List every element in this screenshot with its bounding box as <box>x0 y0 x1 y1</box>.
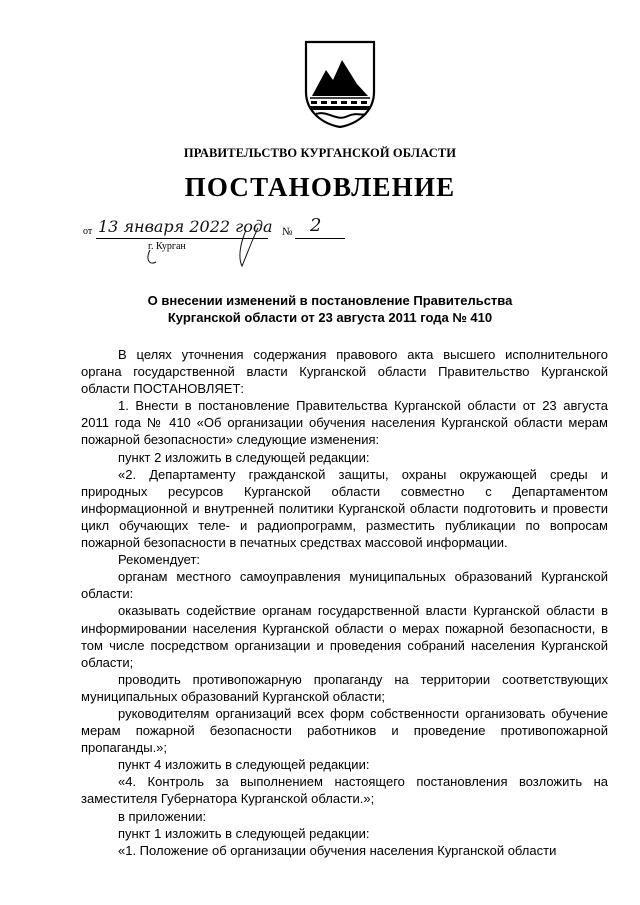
date-prefix: от <box>83 226 93 237</box>
number-handwritten: 2 <box>310 215 322 236</box>
date-handwritten: 13 января 2022 года <box>98 217 273 236</box>
government-name: ПРАВИТЕЛЬСТВО КУРГАНСКОЙ ОБЛАСТИ <box>183 146 457 160</box>
paragraph: «2. Департаменту гражданской защиты, охраны окружающей среды и природных ресурсов Курганской области совместно с Департаментом информационной и внутренней политики Курганской области подготовить и провести цикл обучающих теле- и радиопрограмм, разместить публикации по вопросам пожарной безопасности в печатных средствах массовой информации. <box>81 466 608 551</box>
title-line-2: Курганской области от 23 августа 2011 года № 410 <box>167 310 493 325</box>
signature-stroke-icon <box>140 222 280 272</box>
document-type: ПОСТАНОВЛЕНИЕ <box>184 172 456 202</box>
number-underline <box>295 238 345 239</box>
paragraph: В целях уточнения содержания правового акта высшего исполнительного органа государственной власти Курганской области Правительство Курганской области ПОСТАНОВЛЯЕТ: <box>81 347 608 397</box>
paragraph: «1. Положение об организации обучения населения Курганской области <box>118 842 557 858</box>
document-body <box>81 346 608 859</box>
kurgan-coat-of-arms-icon <box>302 40 378 128</box>
title-line-1: О внесении изменений в постановление Правительства <box>147 293 513 308</box>
paragraph: руководителям организаций всех форм собственности организовать обучение мерам пожарной безопасности работников и проведение противопожарной пропаганды.»; <box>81 705 608 756</box>
paragraph: «4. Контроль за выполнением настоящего постановления возложить на заместителя Губернатора Курганской области.»; <box>81 774 608 807</box>
place: г. Курган <box>148 241 186 252</box>
paragraph: пункт 2 изложить в следующей редакции: <box>118 449 370 465</box>
paragraph: проводить противопожарную пропаганду на территории соответствующих муниципальных образований Курганской области; <box>81 671 608 704</box>
paragraph: 1. Внести в постановление Правительства Курганской области от 23 августа 2011 года № 410 «Об организации обучения населения Курганской области мерам пожарной безопасности» следующие изменения: <box>81 398 608 448</box>
paragraph: органам местного самоуправления муниципальных образований Курганской области: <box>81 569 608 602</box>
paragraph: Рекомендует: <box>118 552 201 568</box>
paragraph: в приложении: <box>118 808 207 824</box>
paragraph: пункт 1 изложить в следующей редакции: <box>118 825 370 841</box>
paragraph: оказывать содействие органам государственной власти Курганской области в информировании населения Курганской области о мерах пожарной безопасности, в том числе посредством организации и проведения собраний населения Курганской области; <box>81 603 608 670</box>
document-title <box>0 292 640 326</box>
number-prefix: № <box>282 226 293 238</box>
paragraph: пункт 4 изложить в следующей редакции: <box>118 757 370 773</box>
